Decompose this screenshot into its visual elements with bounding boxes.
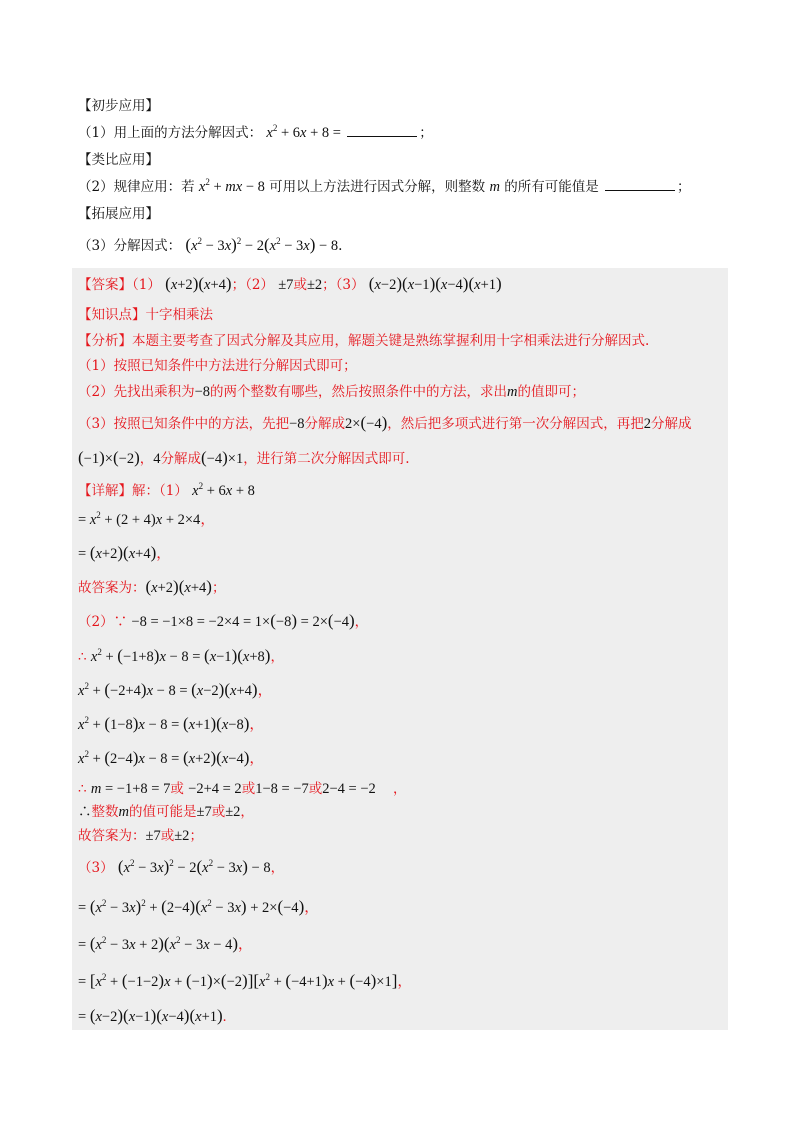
q2-expression: $x^2$ + mx − 8: [198, 177, 265, 195]
answer-line: 【答案】（1） (x+2)(x+4)；（2） ±7或±2；（3） (x−2)(x−1)(x−4)(x+1): [78, 274, 502, 293]
detail-step-3a: = $(x^2 - 3x)^2 + (2-4)(x^2 - 3x) + 2\times(-4)$，: [78, 897, 319, 916]
answer-3: (x−2)(x−1)(x−4)(x+1): [368, 274, 502, 293]
detail-step-1a: = $x^2 + (2 + 4)x + 2\times 4$，: [78, 510, 215, 528]
detail-step-3c: = $[x^2 + (-1-2)x + (-1)\times(-2)][x^2 + (-4+1)x + (-4)\times 1]$，: [78, 971, 412, 990]
detail-step-1b: = (x+2)(x+4)，: [78, 543, 171, 562]
detail-step-2f: ∴整数m的值可能是±7或±2，: [78, 804, 254, 820]
analysis-step-3: （3）按照已知条件中的方法，先把−8分解成2×(−4)，然后把多项式进行第一次分解因式，再把2分解成: [78, 413, 692, 432]
detail-step-2a: ∴ $x^2 + (-1+8)x - 8 = (x-1)(x+8)$，: [78, 646, 284, 665]
detail-step-2c: $x^2 + (1-8)x - 8 = (x+1)(x-8)$，: [78, 714, 264, 733]
answer-2b: ±2: [306, 277, 323, 293]
detail-line: 【详解】解：（1） $x^2 + 6x + 8$: [78, 481, 255, 499]
answer-2a: ±7: [278, 277, 294, 293]
question-3: （3）分解因式： $(x^2 - 3x)^2 - 2(x^2 - 3x) - 8$.: [78, 235, 343, 254]
q3-expression: $(x^2 - 3x)^2 - 2(x^2 - 3x) - 8$: [185, 235, 339, 254]
analysis-line: 【分析】本题主要考查了因式分解及其应用，解题关键是熟练掌握利用十字相乘法进行分解因式.: [78, 333, 650, 349]
detail-step-3d: = (x−2)(x−1)(x−4)(x+1).: [78, 1006, 227, 1025]
detail-step-2d: $x^2 + (2-4)x - 8 = (x+2)(x-4)$，: [78, 748, 264, 767]
detail-answer-2: 故答案为：±7或±2；: [78, 828, 203, 844]
answer-1: (x+2)(x+4): [165, 274, 232, 293]
q1-expression: $x^2 + 6x + 8$ =: [266, 123, 341, 141]
section-initial-heading: 【初步应用】: [78, 98, 159, 114]
detail-step-2b: $x^2 + (-2+4)x - 8 = (x-2)(x+4)$，: [78, 680, 273, 699]
question-1: （1）用上面的方法分解因式： $x^2 + 6x + 8$ = ；: [78, 123, 433, 141]
q1-blank: [347, 123, 417, 137]
detail-step-3: （3） $(x^2 - 3x)^2 - 2(x^2 - 3x) - 8$，: [78, 857, 285, 876]
q2-blank: [605, 177, 675, 191]
detail-step-2: （2）∵ −8 = −1×8 = −2×4 = 1×(−8) = 2×(−4)，: [78, 611, 369, 630]
question-2: （2）规律应用：若 $x^2$ + mx − 8 可用以上方法进行因式分解，则整数 m 的所有可能值是 ；: [78, 177, 691, 195]
detail-step-2e: ∴ m = −1+8 = 7或 −2+4 = 2或1−8 = −7或2−4 = −2 ，: [78, 781, 407, 797]
section-analogy-heading: 【类比应用】: [78, 152, 159, 168]
analysis-step-2: （2）先找出乘积为−8的两个整数有哪些，然后按照条件中的方法，求出m的值即可；: [78, 384, 586, 400]
analysis-step-3-cont: (−1)×(−2)，4分解成(−4)×1，进行第二次分解因式即可.: [78, 448, 410, 467]
q1-text: （1）用上面的方法分解因式：: [78, 125, 263, 141]
detail-answer-1: 故答案为：(x+2)(x+4)；: [78, 577, 226, 596]
detail-step-3b: = $(x^2 - 3x + 2)(x^2 - 3x - 4)$，: [78, 934, 253, 953]
section-extend-heading: 【拓展应用】: [78, 206, 159, 222]
analysis-step-1: （1）按照已知条件中方法进行分解因式即可；: [78, 358, 357, 374]
knowledge-line: 【知识点】十字相乘法: [78, 307, 213, 323]
